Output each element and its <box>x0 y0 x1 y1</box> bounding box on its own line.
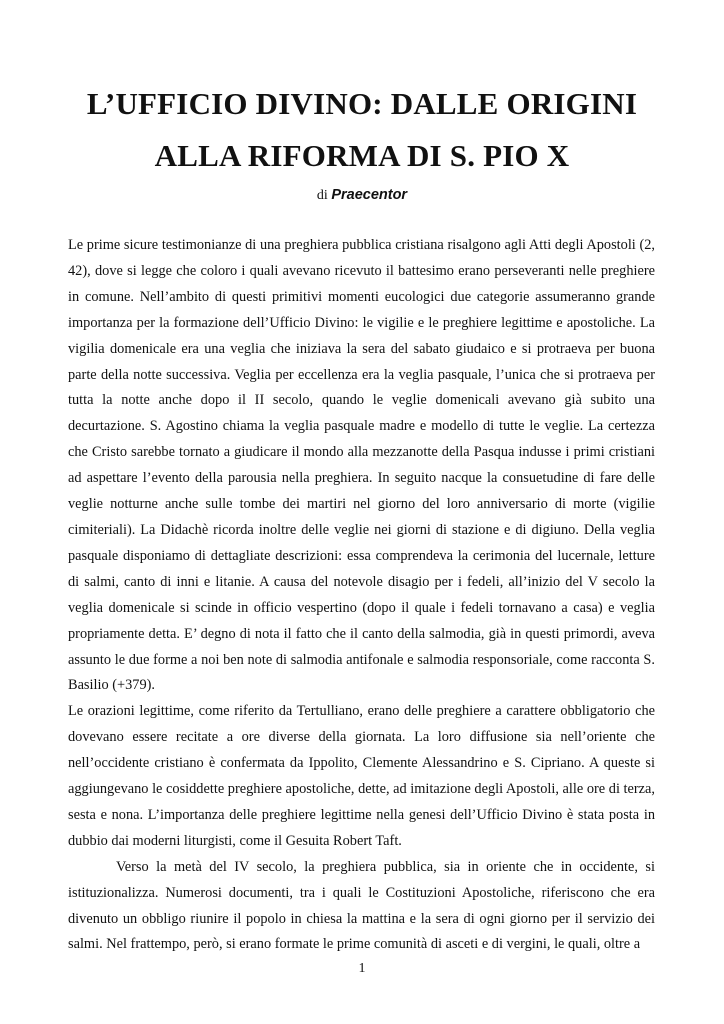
page-number: 1 <box>358 961 366 976</box>
byline <box>0 187 724 204</box>
document-body <box>68 233 655 958</box>
paragraph-2: Le orazioni legittime, come riferito da Tertulliano, erano delle preghiere a carattere obbligatorio che dovevano essere recitate a ore diverse della giornata. La loro diffusione sia nell’oriente che nell’occidente cristiano è confermata da Ippolito, Clemente Alessandrino e S. Cipriano. A queste si aggiungevano le cosiddette preghiere apostoliche, dette, ad imitazione degli Apostoli, alle ore di terza, sesta e nona. L’importanza delle preghiere legittime nella genesi dell’Ufficio Divino è stata posta in dubbio dai moderni liturgisti, come il Gesuita Robert Taft. <box>68 703 655 849</box>
paragraph-1: Le prime sicure testimonianze di una preghiera pubblica cristiana risalgono agli Atti degli Apostoli (2, 42), dove si legge che coloro i quali avevano ricevuto il battesimo erano perseveranti nelle preghiere in comune. Nell’ambito di questi primitivi momenti eucologici due categorie assumeranno grande importanza per la formazione dell’Ufficio Divino: le vigilie e le preghiere legittime e apostoliche. La vigilia domenicale era una veglia che iniziava la sera del sabato giudaico e si protraeva per buona parte della notte successiva. Veglia per eccellenza era la veglia pasquale, l’unica che si protraeva per tutta la notte anche dopo il II secolo, quando le veglie domenicali avevano già subito una decurtazione. S. Agostino chiama la veglia pasquale madre e modello di tutte le veglie. La certezza che Cristo sarebbe tornato a giudicare il mondo alla mezzanotte della Pasqua indusse i primi cristiani ad aspettare l’evento della parousia nella preghiera. In seguito nacque la consuetudine di fare delle veglie notturne anche sulle tombe dei martiri nel giorno del loro anniversario di morte (vigilie cimiteriali). La Didachè ricorda inoltre delle veglie nei giorni di stazione e di digiuno. Della veglia pasquale disponiamo di dettagliate descrizioni: essa comprendeva la cerimonia del lucernale, letture di salmi, canto di inni e litanie. A causa del notevole disagio per i fedeli, all’inizio del V secolo la veglia domenicale si scinde in officio vespertino (dopo il quale i fedeli tornavano a casa) e veglia propriamente detta. E’ degno di nota il fatto che il canto della salmodia, già in questi primordi, aveva assunto le due forme a noi ben note di salmodia antifonale e salmodia responsoriale, come racconta S. Basilio (+379). <box>68 237 655 694</box>
author-name: Praecentor <box>331 187 408 203</box>
byline-prefix: di <box>316 188 328 203</box>
document-title-line-1: L’UFFICIO DIVINO: DALLE ORIGINI <box>86 86 638 121</box>
document-title-line-2: ALLA RIFORMA DI S. PIO X <box>154 138 570 173</box>
paragraph-3: Verso la metà del IV secolo, la preghiera pubblica, sia in oriente che in occidente, si istituzionalizza. Numerosi documenti, tra i quali le Costituzioni Apostoliche, riferiscono che era divenuto un obbligo riunire il popolo in chiesa la mattina e la sera di ogni giorno per il servizio dei salmi. Nel frattempo, però, si erano formate le prime comunità di asceti e di vergini, le quali, oltre a <box>68 858 655 953</box>
